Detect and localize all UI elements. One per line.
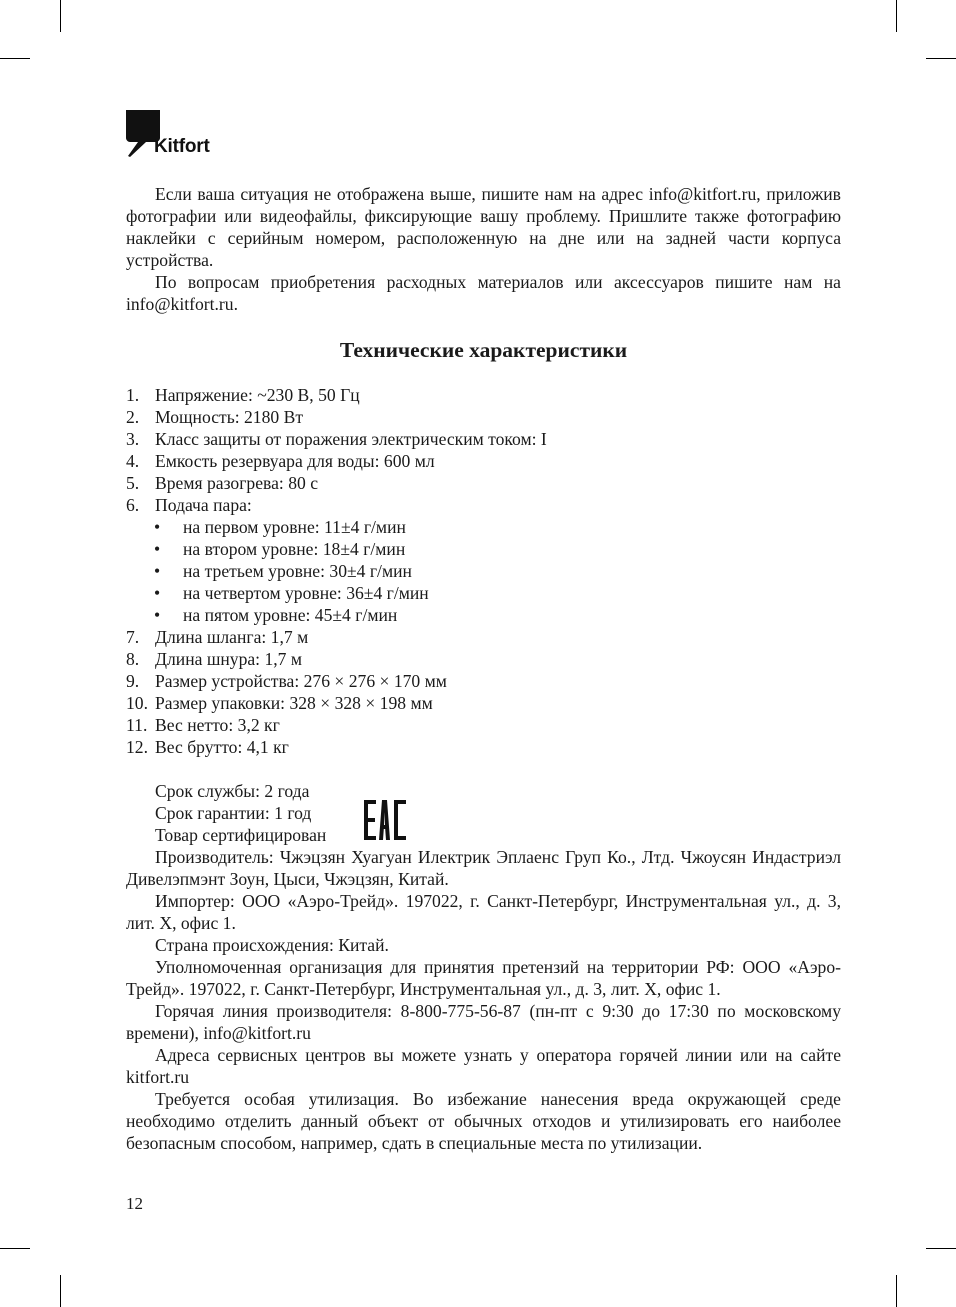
eac-mark-icon (364, 800, 406, 840)
spec-number: 12. (126, 737, 148, 757)
spec-text: Напряжение: ~230 В, 50 Гц (155, 385, 360, 405)
spec-text: Размер упаковки: 328 × 328 × 198 мм (155, 693, 433, 713)
steam-level-item (126, 604, 841, 626)
hotline: Горячая линия производителя: 8-800-775-56-87 (пн-пт с 9:30 до 17:30 по московскому времени), info@kitfort.ru (126, 1001, 841, 1043)
steam-levels-list (126, 516, 841, 626)
disposal-note: Требуется особая утилизация. Во избежание нанесения вреда окружающей среде необходимо отделить данный объект от обычных отходов и утилизировать его наиболее безопасным способом, например, сдать в специальные места по утилизации. (126, 1089, 841, 1153)
intro-paragraph: По вопросам приобретения расходных материалов или аксессуаров пишите нам на info@kitfort.ru. (126, 272, 841, 314)
spec-item (126, 406, 841, 428)
crop-mark (896, 0, 897, 32)
spec-number: 6. (126, 495, 140, 515)
warranty: Срок гарантии: 1 год (155, 803, 312, 823)
service-centers: Адреса сервисных центров вы можете узнать у оператора горячей линии или на сайте kitfort.ru (126, 1045, 841, 1087)
bullet: • (154, 583, 161, 603)
certified-text: Товар сертифицирован (155, 825, 327, 845)
spec-number: 8. (126, 649, 140, 669)
section-title: Технические характеристики (339, 338, 628, 362)
spec-item (126, 736, 841, 758)
spec-text: Вес нетто: 3,2 кг (155, 715, 280, 735)
spec-list (126, 626, 841, 758)
spec-item (126, 450, 841, 472)
spec-item (126, 428, 841, 450)
manufacturer: Производитель: Чжэцзян Хуагуан Илектрик Эплаенс Груп Ко., Лтд. Чжоусян Индастриэл Дивелэпмэнт Зоун, Цыси, Чжэцзян, Китай. (126, 847, 841, 889)
certification-row (126, 824, 841, 846)
spec-item (126, 670, 841, 692)
crop-mark (896, 1275, 897, 1307)
spec-item (126, 648, 841, 670)
steam-level-item (126, 560, 841, 582)
spec-text: Длина шланга: 1,7 м (155, 627, 309, 647)
steam-level-text: на третьем уровне: 30±4 г/мин (183, 561, 412, 581)
steam-level-item (126, 582, 841, 604)
spec-number: 11. (126, 715, 148, 735)
spec-number: 1. (126, 385, 140, 405)
steam-level-text: на четвертом уровне: 36±4 г/мин (183, 583, 429, 603)
spec-text: Мощность: 2180 Вт (155, 407, 304, 427)
spec-list (126, 384, 841, 516)
service-life: Срок службы: 2 года (155, 781, 310, 801)
spec-item (126, 692, 841, 714)
spec-number: 9. (126, 671, 140, 691)
spec-text: Емкость резервуара для воды: 600 мл (155, 451, 435, 471)
brand-logo (126, 110, 236, 160)
spec-text: Подача пара: (155, 495, 252, 515)
crop-mark (0, 58, 30, 59)
country-of-origin: Страна происхождения: Китай. (155, 935, 389, 955)
spec-number: 10. (126, 693, 148, 713)
spec-number: 5. (126, 473, 140, 493)
spec-item (126, 494, 841, 516)
product-info (126, 780, 841, 1154)
intro-paragraph: Если ваша ситуация не отображена выше, пишите нам на адрес info@kitfort.ru, приложив фотографии или видеофайлы, фиксирующие вашу проблему. Пришлите также фотографию наклейки с серийным номером, расположенную на дне или на задней части корпуса устройства. (126, 184, 841, 270)
spec-text: Вес брутто: 4,1 кг (155, 737, 289, 757)
steam-level-text: на пятом уровне: 45±4 г/мин (183, 605, 398, 625)
spec-item (126, 472, 841, 494)
bullet: • (154, 561, 161, 581)
crop-mark (60, 1275, 61, 1307)
spec-number: 7. (126, 627, 140, 647)
bullet: • (154, 517, 161, 537)
spec-text: Время разогрева: 80 с (155, 473, 319, 493)
page-content (126, 183, 841, 1154)
spec-item (126, 384, 841, 406)
spec-item (126, 626, 841, 648)
logo-text: Kitfort (154, 136, 210, 157)
authorized-organization: Уполномоченная организация для принятия претензий на территории РФ: ООО «Аэро-Трейд». 197022, г. Санкт-Петербург, Инструментальная ул., д. 3, лит. Х, офис 1. (126, 957, 841, 999)
crop-mark (0, 1248, 30, 1249)
spec-text: Длина шнура: 1,7 м (155, 649, 302, 669)
spec-number: 4. (126, 451, 140, 471)
spec-item (126, 714, 841, 736)
spec-number: 2. (126, 407, 140, 427)
steam-level-item (126, 516, 841, 538)
steam-level-text: на первом уровне: 11±4 г/мин (183, 517, 406, 537)
crop-mark (926, 1248, 956, 1249)
crop-mark (60, 0, 61, 32)
steam-level-item (126, 538, 841, 560)
bullet: • (154, 539, 161, 559)
spec-text: Размер устройства: 276 × 276 × 170 мм (155, 671, 447, 691)
importer: Импортер: ООО «Аэро-Трейд». 197022, г. Санкт-Петербург, Инструментальная ул., д. 3, лит. Х, офис 1. (126, 891, 841, 933)
spec-number: 3. (126, 429, 140, 449)
crop-mark (926, 58, 956, 59)
bullet: • (154, 605, 161, 625)
page-number: 12 (126, 1194, 143, 1213)
steam-level-text: на втором уровне: 18±4 г/мин (183, 539, 406, 559)
spec-text: Класс защиты от поражения электрическим током: I (155, 429, 547, 449)
